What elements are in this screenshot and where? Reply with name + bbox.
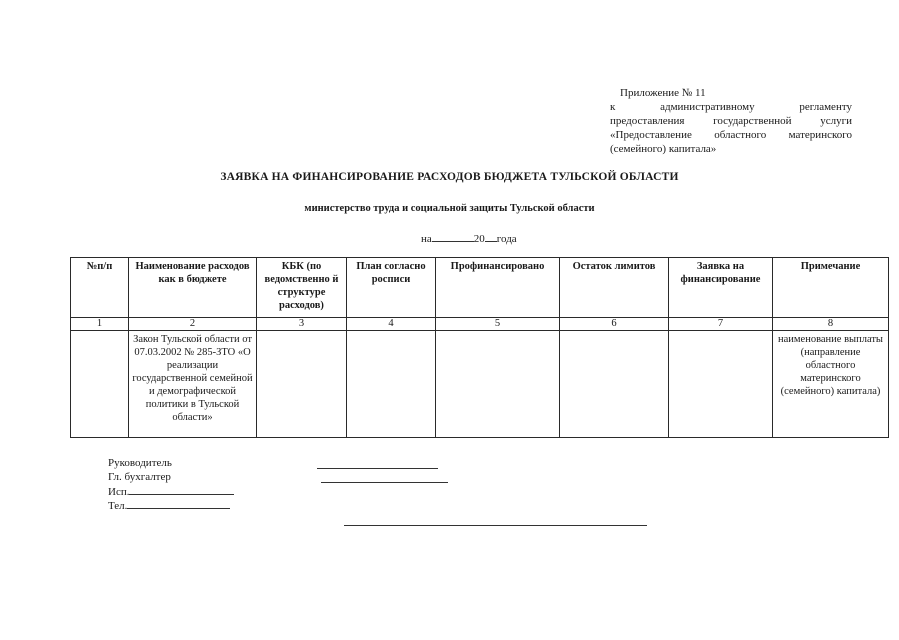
header-financed: Профинансировано: [436, 258, 560, 318]
request-table: [70, 257, 889, 438]
cell-note: наименование выплаты (направление областного материнского (семейного) капитала): [773, 331, 889, 438]
annex-line-1: к административному регламенту: [610, 101, 852, 113]
signature-head-line: [317, 468, 438, 469]
signature-phone-blank: [127, 498, 230, 509]
column-number: 2: [129, 318, 257, 331]
cell-financed: [436, 331, 560, 438]
signature-executor-blank: [129, 484, 234, 495]
column-number: 7: [669, 318, 773, 331]
column-number: 8: [773, 318, 889, 331]
header-remaining-limits: Остаток лимитов: [560, 258, 669, 318]
signature-phone: [108, 498, 234, 512]
period-suffix: года: [496, 233, 517, 245]
column-number: 5: [436, 318, 560, 331]
table-row: [71, 331, 889, 438]
annex-block: [610, 86, 852, 156]
ministry-name: министерство труда и социальной защиты Тульской области: [304, 203, 595, 214]
signature-accountant-line: [321, 482, 448, 483]
signature-block: [108, 456, 234, 512]
signature-head-label: Руководитель: [108, 457, 172, 469]
cell-remaining-limits: [560, 331, 669, 438]
column-number: 4: [347, 318, 436, 331]
signature-executor: [108, 484, 234, 498]
header-note: Примечание: [773, 258, 889, 318]
period-year-prefix: 20: [473, 233, 485, 245]
period-line: [421, 231, 517, 245]
signature-executor-label: Исп.: [108, 486, 130, 498]
column-number: 6: [560, 318, 669, 331]
period-year-blank: [485, 231, 497, 242]
header-kbk: КБК (по ведомственно й структуре расходов): [257, 258, 347, 318]
signature-accountant-label: Гл. бухгалтер: [108, 471, 171, 483]
period-prefix: на: [421, 233, 432, 245]
header-plan: План согласно росписи: [347, 258, 436, 318]
signature-accountant: [108, 470, 234, 484]
bottom-separator-line: [344, 525, 647, 526]
header-expense-name: Наименование расходов как в бюджете: [129, 258, 257, 318]
table-number-row: [71, 318, 889, 331]
signature-phone-label: Тел.: [108, 500, 128, 512]
annex-line-2: предоставления государственной услуги: [610, 115, 852, 127]
cell-expense-name: Закон Тульской области от 07.03.2002 № 285-ЗТО «О реализации государственной семейной и демографической политики в Тульской области»: [129, 331, 257, 438]
cell-financing-request: [669, 331, 773, 438]
column-number: 1: [71, 318, 129, 331]
column-number: 3: [257, 318, 347, 331]
header-number: №п/п: [71, 258, 129, 318]
header-financing-request: Заявка на финансирование: [669, 258, 773, 318]
period-day-month-blank: [432, 231, 474, 242]
document-title: ЗАЯВКА НА ФИНАНСИРОВАНИЕ РАСХОДОВ БЮДЖЕТА ТУЛЬСКОЙ ОБЛАСТИ: [220, 171, 679, 183]
cell-number: [71, 331, 129, 438]
signature-head: [108, 456, 234, 470]
annex-line-3: «Предоставление областного материнского: [610, 129, 852, 141]
cell-plan: [347, 331, 436, 438]
annex-heading: Приложение № 11: [620, 87, 706, 99]
cell-kbk: [257, 331, 347, 438]
annex-line-4: (семейного) капитала»: [610, 143, 717, 155]
table-header-row: [71, 258, 889, 318]
